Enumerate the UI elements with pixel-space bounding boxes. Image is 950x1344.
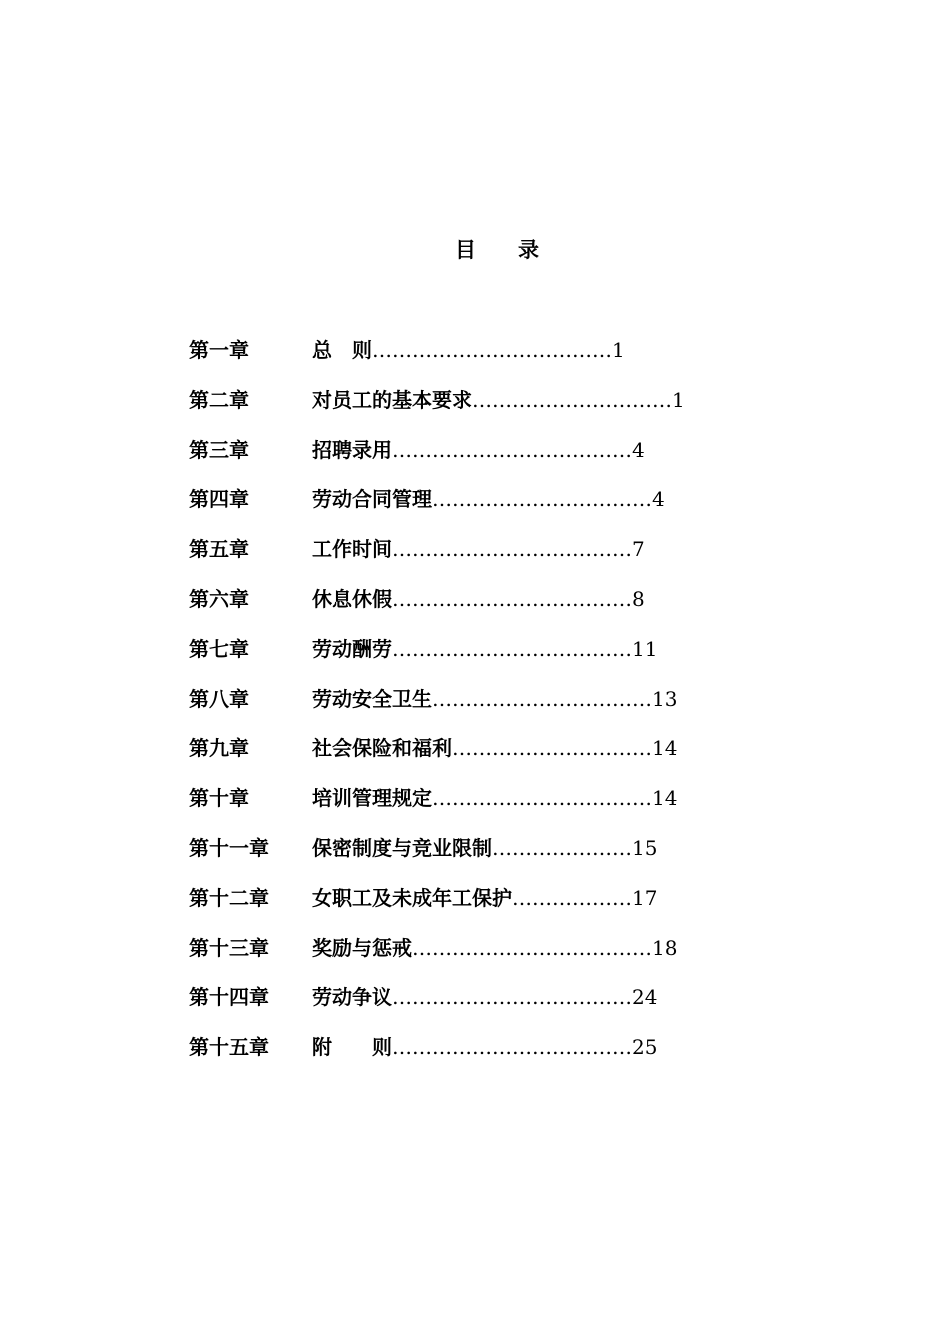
toc-leader-dots: ……………………………… xyxy=(392,537,632,562)
toc-entry xyxy=(189,436,729,486)
toc-entry-text xyxy=(312,1033,657,1061)
toc-entry xyxy=(189,934,729,984)
toc-chapter-name: 保密制度与竞业限制 xyxy=(312,835,492,860)
toc-page-number: 14 xyxy=(652,736,678,761)
toc-entry-text xyxy=(312,685,677,713)
toc-chapter-number: 第十一章 xyxy=(189,835,269,860)
toc-chapter-number: 第七章 xyxy=(189,636,249,661)
toc-entry-text xyxy=(312,485,665,513)
toc-page-number: 24 xyxy=(632,985,658,1010)
toc-leader-dots: ……………………………… xyxy=(392,1035,632,1060)
toc-leader-dots: ……………………………… xyxy=(392,985,632,1010)
toc-chapter-name: 奖励与惩戒 xyxy=(312,935,412,960)
toc-title: 目 录 xyxy=(455,237,539,262)
toc-leader-dots: …………………………… xyxy=(432,786,652,811)
toc-chapter-name: 劳动酬劳 xyxy=(312,636,392,661)
toc-entry xyxy=(189,585,729,635)
toc-entry-text xyxy=(312,983,657,1011)
toc-entry-text xyxy=(312,336,625,364)
toc-entry-text xyxy=(312,934,677,962)
toc-chapter-name: 劳动合同管理 xyxy=(312,487,432,512)
toc-page-number: 25 xyxy=(632,1035,658,1060)
toc-page-number: 4 xyxy=(652,487,665,512)
toc-entry-text xyxy=(312,734,677,762)
toc-leader-dots: …………………………… xyxy=(432,686,652,711)
toc-page-number: 1 xyxy=(672,387,685,412)
toc-page-number: 14 xyxy=(652,786,678,811)
toc-page-number: 17 xyxy=(632,885,658,910)
toc-leader-dots: ……………………………… xyxy=(392,437,632,462)
toc-entry xyxy=(189,336,729,386)
toc-chapter-number: 第十章 xyxy=(189,786,249,811)
toc-leader-dots: ………………… xyxy=(492,835,632,860)
toc-entry xyxy=(189,784,729,834)
toc-entry-text xyxy=(312,784,677,812)
toc-entry xyxy=(189,983,729,1033)
toc-entry xyxy=(189,386,729,436)
toc-chapter-number: 第十五章 xyxy=(189,1035,269,1060)
toc-leader-dots: ……………………………… xyxy=(412,935,652,960)
toc-entry xyxy=(189,485,729,535)
toc-chapter-number: 第九章 xyxy=(189,736,249,761)
toc-chapter-number: 第二章 xyxy=(189,387,249,412)
toc-chapter-name: 劳动安全卫生 xyxy=(312,686,432,711)
toc-chapter-number: 第十四章 xyxy=(189,985,269,1010)
toc-page-number: 15 xyxy=(632,835,658,860)
toc-chapter-number: 第十二章 xyxy=(189,885,269,910)
toc-chapter-name: 对员工的基本要求 xyxy=(312,387,472,412)
toc-leader-dots: ……………… xyxy=(512,885,632,910)
toc-chapter-name: 招聘录用 xyxy=(312,437,392,462)
toc-leader-dots: ……………………………… xyxy=(372,338,612,362)
toc-chapter-name: 女职工及未成年工保护 xyxy=(312,885,512,910)
toc-chapter-number: 第八章 xyxy=(189,686,249,711)
toc-page-number: 13 xyxy=(652,686,678,711)
toc-leader-dots: ……………………………… xyxy=(392,636,632,661)
toc-entry xyxy=(189,834,729,884)
toc-entry xyxy=(189,635,729,685)
toc-chapter-name: 工作时间 xyxy=(312,537,392,562)
toc-chapter-name: 社会保险和福利 xyxy=(312,736,452,761)
toc-leader-dots: ……………………………… xyxy=(392,586,632,611)
toc-entry-text xyxy=(312,884,657,912)
toc-entry xyxy=(189,535,729,585)
toc-chapter-name: 培训管理规定 xyxy=(312,786,432,811)
toc-chapter-number: 第六章 xyxy=(189,586,249,611)
toc-page-number: 4 xyxy=(632,437,645,462)
toc-page-number: 7 xyxy=(632,537,645,562)
toc-chapter-name: 附 则 xyxy=(312,1035,392,1060)
toc-page-number: 1 xyxy=(612,338,625,362)
toc-chapter-number: 第五章 xyxy=(189,537,249,562)
toc-chapter-name: 休息休假 xyxy=(312,586,392,611)
toc-leader-dots: ………………………… xyxy=(472,387,672,412)
toc-entry-text xyxy=(312,386,685,414)
toc-entry-text xyxy=(312,635,657,663)
toc-chapter-name: 劳动争议 xyxy=(312,985,392,1010)
toc-entry xyxy=(189,734,729,784)
toc-leader-dots: ………………………… xyxy=(452,736,652,761)
toc-chapter-number: 第四章 xyxy=(189,487,249,512)
toc-chapter-number: 第一章 xyxy=(189,338,249,362)
toc-page-number: 8 xyxy=(632,586,645,611)
toc-entry xyxy=(189,685,729,735)
toc-entry-text xyxy=(312,585,645,613)
toc-entry-text xyxy=(312,834,657,862)
toc-leader-dots: …………………………… xyxy=(432,487,652,512)
toc-chapter-number: 第三章 xyxy=(189,437,249,462)
toc-entry-text xyxy=(312,535,645,563)
toc-page-number: 18 xyxy=(652,935,678,960)
toc-entry-text xyxy=(312,436,645,464)
toc-page-number: 11 xyxy=(632,636,658,661)
toc-chapter-number: 第十三章 xyxy=(189,935,269,960)
toc-entry xyxy=(189,1033,729,1083)
toc-entry xyxy=(189,884,729,934)
toc-list xyxy=(189,336,729,1083)
toc-chapter-name: 总 则 xyxy=(312,338,372,362)
